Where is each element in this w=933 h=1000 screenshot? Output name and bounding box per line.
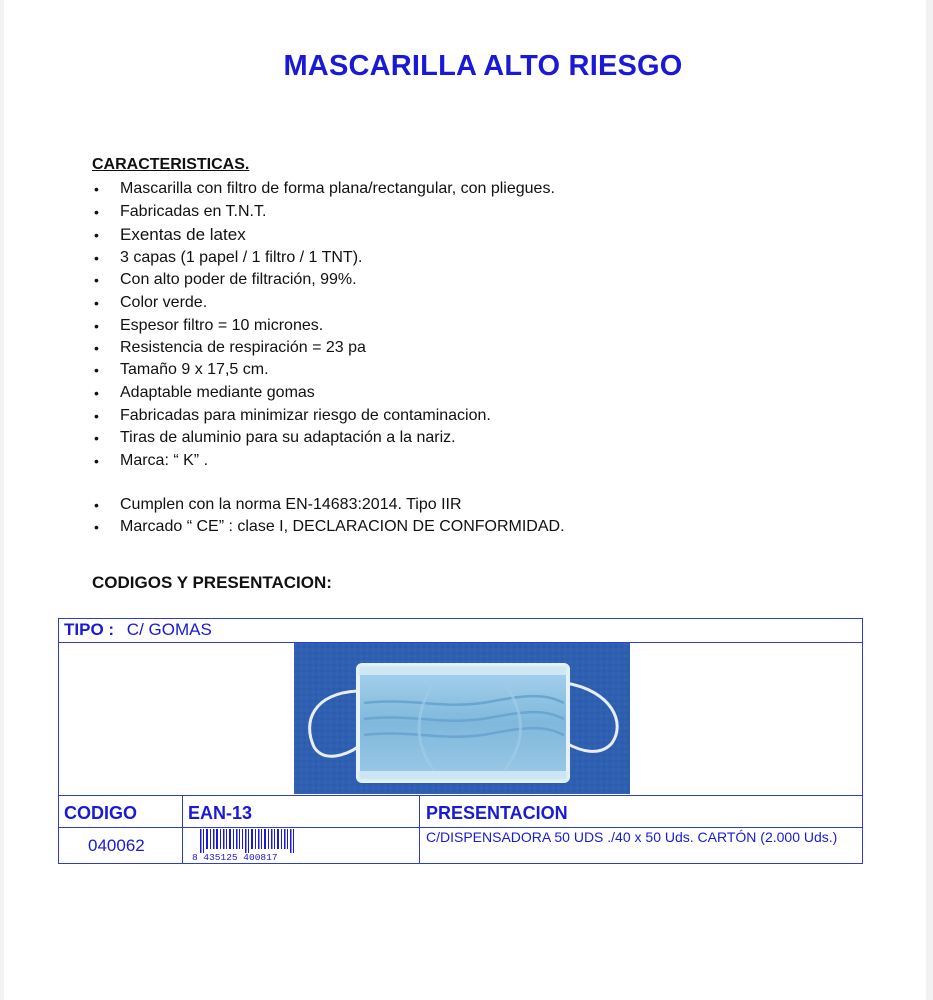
tipo-label: TIPO : (64, 620, 115, 639)
mask-product-image (294, 643, 630, 794)
document-title: MASCARILLA ALTO RIESGO (283, 50, 683, 82)
codigo-value: 040062 (88, 836, 145, 855)
barcode-icon (190, 828, 312, 862)
codes-heading: CODIGOS Y PRESENTACION: (92, 573, 332, 592)
tipo-value: C/ GOMAS (126, 620, 212, 639)
table-divider (419, 795, 420, 864)
table-divider (58, 827, 863, 828)
header-codigo: CODIGO (64, 803, 138, 823)
header-ean: EAN-13 (188, 803, 253, 823)
characteristics-heading: CARACTERISTICAS. (92, 156, 250, 173)
barcode-digits: 8 435125 400817 (192, 852, 278, 862)
presentacion-value: C/DISPENSADORA 50 UDS ./40 x 50 Uds. CARTÓN (2.000 Uds.) (426, 829, 838, 845)
table-divider (182, 795, 183, 864)
document-page: MASCARILLA ALTO RIESGO CARACTERISTICAS. • Mascarilla con filtro de forma plana/rectangular, con pliegues. • Fabricadas en T.N.T. • Exentas de latex • 3 capas (1 papel / 1 filtro / 1 TNT). • Con alto poder de filtración, 99%. • Color verde. • Espesor filtro = 10 micrones. • Resistencia de respiración = 23 pa • Tamaño 9 x 17,5 cm. • Adaptable mediante gomas • Fabricadas para minimizar riesgo de contaminacion. • Tiras de aluminio para su adaptación a la nariz. • Marca: “ K” . • Cumplen con la norma EN-14683:2014. Tipo IIR • Marcado “ CE” : clase I, DECLARACION DE CONFORMIDAD. CODIGOS Y PRESENTACION: TIPO : C/ GOMAS CODIGO EAN-13 PRESENTACION 040062 8 435125 400817 C/DISPENSADORA 50 UDS ./40 x 50 Uds. CARTÓN (2.000 Uds.) (4, 0, 926, 1000)
header-presentacion: PRESENTACION (426, 803, 568, 823)
table-divider (58, 795, 863, 796)
tipo-row (64, 620, 212, 640)
